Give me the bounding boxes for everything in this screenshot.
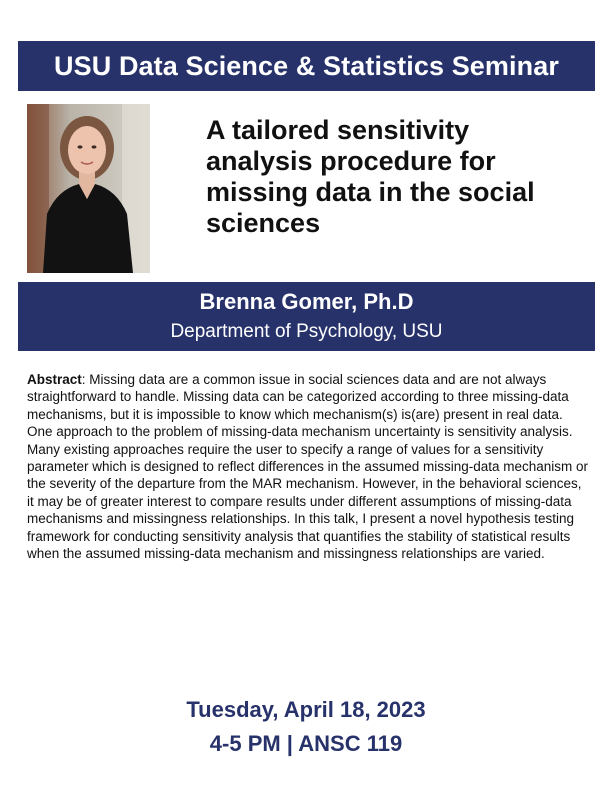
abstract-label: Abstract bbox=[27, 372, 82, 387]
seminar-title: USU Data Science & Statistics Seminar bbox=[54, 50, 559, 81]
event-date: Tuesday, April 18, 2023 bbox=[186, 697, 426, 722]
speaker-name: Brenna Gomer, Ph.D bbox=[199, 289, 414, 314]
speaker-banner bbox=[18, 282, 595, 351]
abstract-text: : Missing data are a common issue in social sciences data and are not always straightforward to handle. Missing data can be categorized according to three missing-data mechanisms, but it is impossible to know which mechanism(s) is(are) present in real data. One approach to the problem of missing-data mechanism uncertainty is sensitivity analysis. Many existing approaches require the user to specify a range of values for a sensitivity parameter which is designed to reflect differences in the assumed missing-data mechanism or the severity of the departure from the MAR mechanism. However, in the behavioral sciences, it may be of greater interest to compare results under different assumptions of missing-data mechanisms and missingness relationships. In this talk, I present a novel hypothesis testing framework for conducting sensitivity analysis that quantifies the stability of statistical results when the assumed missing-data mechanism and missingness relationships are varied. bbox=[27, 372, 589, 562]
speaker-photo bbox=[27, 104, 150, 273]
seminar-header bbox=[18, 41, 595, 91]
speaker-department: Department of Psychology, USU bbox=[170, 321, 443, 342]
talk-title: A tailored sensitivity analysis procedure for missing data in the social sciences bbox=[206, 115, 535, 238]
abstract-paragraph bbox=[27, 371, 589, 562]
event-time-location: 4-5 PM | ANSC 119 bbox=[209, 731, 403, 756]
